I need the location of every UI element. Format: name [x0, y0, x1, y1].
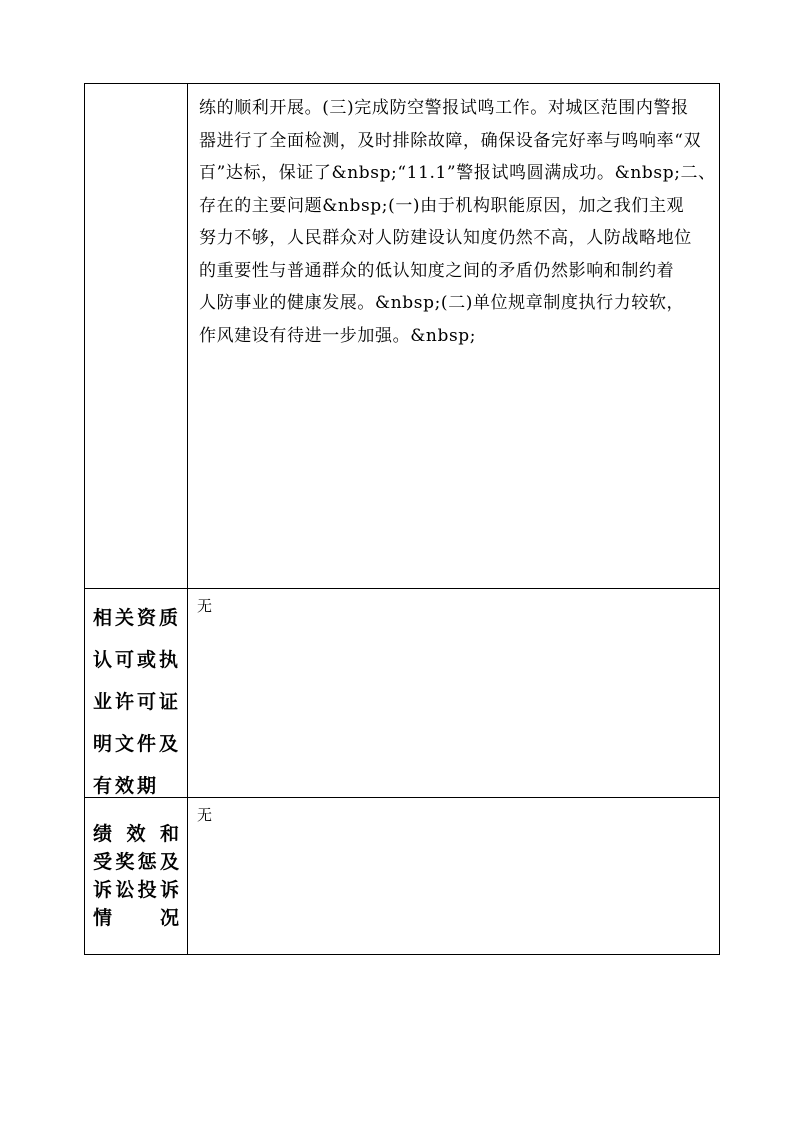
text-line: 存在的主要问题&nbsp;(一)由于机构职能原因，加之我们主观 [199, 195, 685, 216]
qualification-label [85, 589, 187, 797]
label-char: 奖 [115, 851, 135, 873]
label-char: 受 [93, 851, 113, 873]
text-line: 的重要性与普通群众的低认知度之间的矛盾仍然影响和制约着 [199, 260, 675, 281]
label-char: 绩 [93, 823, 113, 845]
work-summary-row [85, 84, 719, 588]
text-line: 百”达标，保证了&nbsp;“11.1”警报试鸣圆满成功。&nbsp;二、 [199, 163, 716, 183]
text-line: 练的顺利开展。(三)完成防空警报试鸣工作。对城区范围内警报 [199, 98, 689, 118]
label-char: 情 [93, 907, 113, 929]
text-line: 人防事业的健康发展。&nbsp;(二)单位规章制度执行力较软， [199, 293, 685, 313]
label-char: 讼 [115, 879, 135, 901]
qualification-value: 无 [197, 597, 213, 615]
label-line: 明文件及 [93, 733, 182, 755]
label-char: 及 [159, 851, 179, 873]
performance-value: 无 [197, 806, 213, 824]
work-summary-text [199, 92, 719, 352]
label-line: 认可或执 [93, 649, 182, 671]
performance-row [85, 797, 719, 954]
label-char: 效 [126, 823, 146, 845]
label-line: 有效期 [93, 775, 160, 797]
label-char: 诉 [159, 879, 179, 901]
text-line: 作风建设有待进一步加强。&nbsp; [199, 325, 477, 346]
label-line: 业许可证 [93, 691, 182, 713]
label-char: 和 [159, 823, 179, 845]
qualification-row [85, 588, 719, 797]
text-line: 器进行了全面检测，及时排除故障，确保设备完好率与鸣响率“双 [199, 130, 702, 151]
work-summary-cell [189, 84, 719, 588]
report-table [84, 83, 720, 955]
column-divider [187, 84, 188, 588]
performance-label [85, 798, 187, 954]
column-divider [187, 798, 188, 954]
label-line [93, 904, 179, 932]
label-line: 相关资质 [93, 607, 182, 629]
label-char: 惩 [137, 851, 157, 873]
label-line [93, 876, 179, 904]
label-line [93, 820, 179, 848]
label-line [93, 848, 179, 876]
column-divider [187, 589, 188, 797]
label-char: 况 [159, 907, 179, 929]
label-char: 诉 [93, 879, 113, 901]
label-char: 投 [137, 879, 157, 901]
qualification-value-cell [189, 589, 719, 797]
performance-value-cell [189, 798, 719, 954]
text-line: 努力不够，人民群众对人防建设认知度仍然不高，人防战略地位 [199, 228, 692, 248]
